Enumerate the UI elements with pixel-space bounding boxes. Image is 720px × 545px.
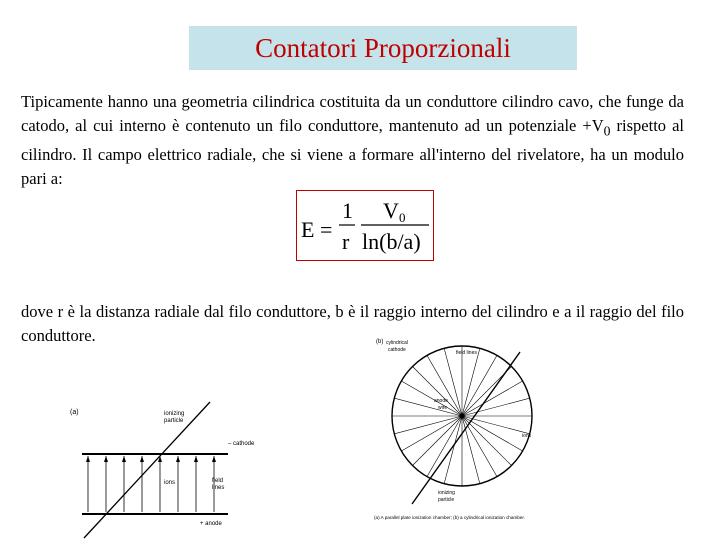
formula-num-2: V bbox=[383, 198, 399, 223]
figure-caption: (a) A parallel plate ionization chamber; (b) a cylindrical ionization chamber. bbox=[374, 515, 525, 520]
field-arrowheads bbox=[86, 456, 216, 462]
figure-b-ionizing-2: particle bbox=[438, 497, 455, 503]
slide-title: Contatori Proporzionali bbox=[255, 32, 511, 63]
figure-a-anode: + anode bbox=[200, 521, 222, 527]
formula-num-1: 1 bbox=[342, 198, 353, 223]
figure-b-field-lines: field lines bbox=[456, 350, 477, 356]
particle-track-a bbox=[84, 402, 210, 538]
figure-b-ionizing-1: ionizing bbox=[438, 490, 455, 496]
figure-a-ions: ions bbox=[164, 480, 176, 486]
paragraph-definitions: dove r è la distanza radiale dal filo conduttore, b è il raggio interno del cilindro e a il raggio del filo conduttore. bbox=[21, 302, 684, 345]
paragraph-geometry-part2: rispetto al cilindro. Il campo elettrico radiale, che si viene a formare all'interno del rivelatore, ha un modulo pari a: bbox=[21, 116, 684, 189]
figure-parallel-plate bbox=[60, 398, 320, 545]
figure-b-cyl-2: cathode bbox=[388, 347, 406, 353]
figure-b-cyl-1: cylindrical bbox=[386, 340, 408, 346]
paragraph-geometry-part1: Tipicamente hanno una geometria cilindrica costituita da un conduttore cilindro cavo, che funge da catodo, al cui interno è contenuto un filo conduttore, mantenuto ad un potenziale +V bbox=[21, 92, 684, 135]
figure-b-ions: ions bbox=[522, 433, 532, 439]
figure-a-field-2: lines bbox=[212, 485, 225, 491]
figure-a-cathode: – cathode bbox=[228, 441, 255, 447]
formula-den-1: r bbox=[342, 229, 350, 254]
formula-num-2-sub: 0 bbox=[399, 210, 406, 225]
figure-b-tag: (b) bbox=[376, 339, 384, 345]
figure-cylindrical bbox=[368, 334, 588, 533]
figure-a-tag: (a) bbox=[70, 409, 79, 416]
anode-wire bbox=[460, 414, 465, 419]
potential-subscript: 0 bbox=[603, 123, 611, 139]
title-box bbox=[189, 26, 577, 70]
figure-a-ionizing-1: ionizing bbox=[164, 411, 185, 417]
figure-a-ionizing-2: particle bbox=[164, 418, 184, 424]
formula-lhs: E = bbox=[301, 217, 333, 242]
formula-den-2: ln(b/a) bbox=[362, 229, 421, 254]
figure-b-anode-2: wire bbox=[438, 405, 448, 411]
figure-a-field-1: field bbox=[212, 478, 224, 484]
field-lines-group bbox=[88, 456, 214, 512]
particle-track-b bbox=[412, 352, 520, 504]
paragraph-geometry bbox=[21, 90, 684, 191]
formula-box bbox=[296, 190, 434, 261]
figure-b-anode-1: anode bbox=[434, 398, 448, 404]
